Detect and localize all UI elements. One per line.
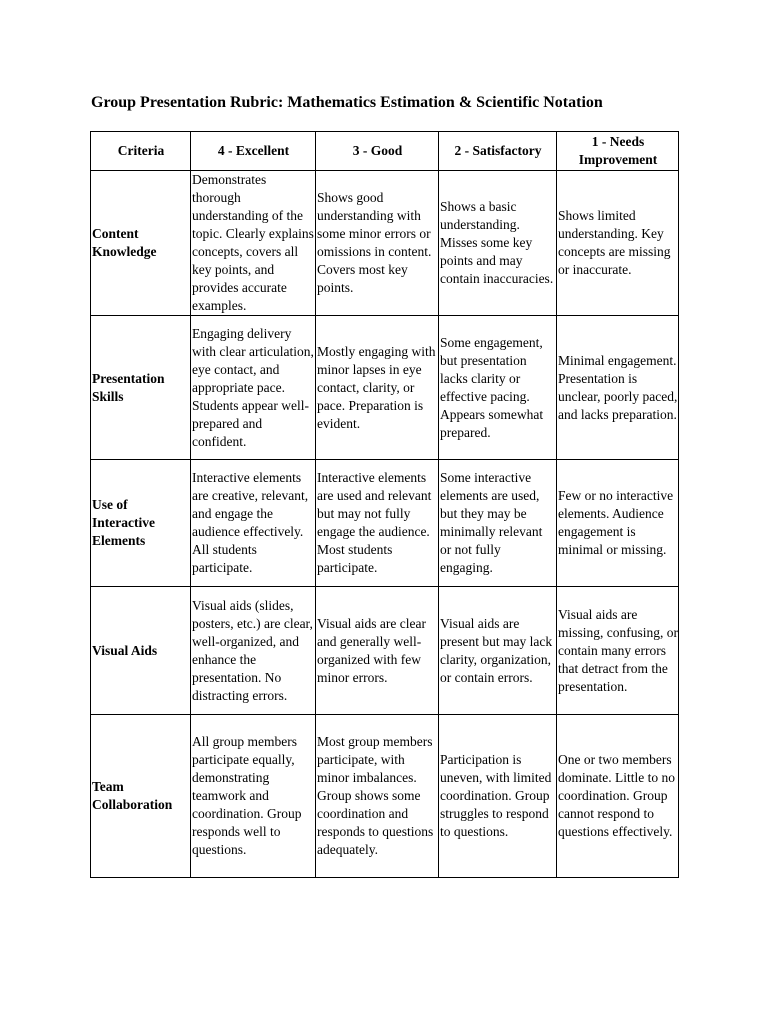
excellent-cell: Visual aids (slides, posters, etc.) are clear, well-organized, and enhance the presentation. No distracting errors. [191,587,316,715]
good-cell: Visual aids are clear and generally well-organized with few minor errors. [316,587,439,715]
page-title: Group Presentation Rubric: Mathematics Estimation & Scientific Notation [91,94,603,111]
table-row [91,460,679,587]
satisfactory-cell: Some engagement, but presentation lacks clarity or effective pacing. Appears somewhat prepared. [439,316,557,460]
needs-improvement-cell: Minimal engagement. Presentation is unclear, poorly paced, and lacks preparation. [557,316,679,460]
needs-improvement-cell: Visual aids are missing, confusing, or contain many errors that detract from the presentation. [557,587,679,715]
excellent-cell: Engaging delivery with clear articulation, eye contact, and appropriate pace. Students appear well-prepared and confident. [191,316,316,460]
table-row [91,587,679,715]
criterion-cell: Visual Aids [91,587,191,715]
excellent-cell: All group members participate equally, demonstrating teamwork and coordination. Group responds well to questions. [191,715,316,878]
header-excellent: 4 - Excellent [191,132,316,171]
header-good: 3 - Good [316,132,439,171]
criterion-cell: Content Knowledge [91,171,191,316]
criterion-cell: Team Collaboration [91,715,191,878]
satisfactory-cell: Participation is uneven, with limited coordination. Group struggles to respond to questions. [439,715,557,878]
table-row [91,715,679,878]
satisfactory-cell: Some interactive elements are used, but they may be minimally relevant or not fully engaging. [439,460,557,587]
header-needs-improvement: 1 - Needs Improvement [557,132,679,171]
criterion-cell: Presentation Skills [91,316,191,460]
excellent-cell: Interactive elements are creative, relevant, and engage the audience effectively. All students participate. [191,460,316,587]
header-row [91,132,679,171]
satisfactory-cell: Visual aids are present but may lack clarity, organization, or contain errors. [439,587,557,715]
needs-improvement-cell: Few or no interactive elements. Audience engagement is minimal or missing. [557,460,679,587]
rubric-table [90,131,679,878]
header-criteria: Criteria [91,132,191,171]
criterion-cell: Use of Interactive Elements [91,460,191,587]
table-row [91,171,679,316]
needs-improvement-cell: One or two members dominate. Little to no coordination. Group cannot respond to questions effectively. [557,715,679,878]
good-cell: Mostly engaging with minor lapses in eye contact, clarity, or pace. Preparation is evident. [316,316,439,460]
header-satisfactory: 2 - Satisfactory [439,132,557,171]
good-cell: Interactive elements are used and relevant but may not fully engage the audience. Most students participate. [316,460,439,587]
satisfactory-cell: Shows a basic understanding. Misses some key points and may contain inaccuracies. [439,171,557,316]
excellent-cell: Demonstrates thorough understanding of the topic. Clearly explains concepts, covers all key points, and provides accurate examples. [191,171,316,316]
good-cell: Shows good understanding with some minor errors or omissions in content. Covers most key points. [316,171,439,316]
needs-improvement-cell: Shows limited understanding. Key concepts are missing or inaccurate. [557,171,679,316]
table-row [91,316,679,460]
good-cell: Most group members participate, with minor imbalances. Group shows some coordination and responds to questions adequately. [316,715,439,878]
